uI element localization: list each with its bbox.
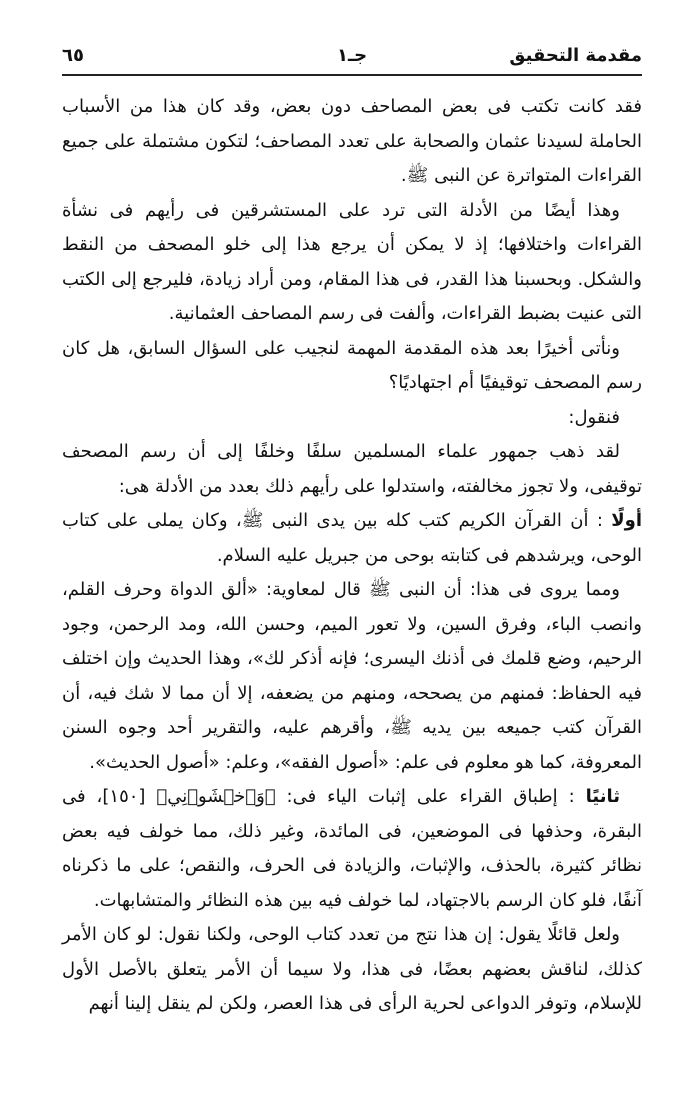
evidence-two — [62, 780, 642, 918]
paragraph: لقد ذهب جمهور علماء المسلمين سلفًا وخلفًا إلى أن رسم المصحف توقيفى، ولا تجوز مخالفته، واستدلوا على رأيهم ذلك بعدد من الأدلة هى: — [62, 441, 642, 497]
evidence-one — [62, 504, 642, 573]
paragraph: ونأتى أخيرًا بعد هذه المقدمة المهمة لنجيب على السؤال السابق، هل كان رسم المصحف توقيفيًا أم اجتهاديًا؟ — [62, 337, 642, 393]
evidence-one-label: أولًا — [611, 510, 642, 531]
book-page — [62, 42, 642, 1087]
paragraph: وهذا أيضًا من الأدلة التى ترد على المستشرقين فى رأيهم فى نشأة القراءات واختلافها؛ إذ لا يمكن أن يرجع هذا إلى خلو المصحف من النقط والشكل. وبحسبنا هذا القدر، فى هذا المقام، ومن أراد زيادة، فليرجع إلى الكتب التى عنيت بضبط القراءات، وألفت فى رسم المصاحف العثمانية. — [62, 199, 642, 324]
page-header — [62, 42, 642, 76]
paragraph: فنقول: — [568, 406, 620, 428]
evidence-two-label: ثانيًا — [585, 786, 620, 807]
paragraph-hadith: ومما يروى فى هذا: أن النبى ﷺ قال لمعاوية: «ألق الدواة وحرف القلم، وانصب الباء، وفرق السين، ولا تعور الميم، وحسن الله، ومد الرحمن، وجود الرحيم، وضع قلمك فى أذنك اليسرى؛ فإنه أذكر لك»، وهذا الحديث وإن اختلف فيه الحفاظ: فمنهم من يصححه، ومنهم من يضعفه، إلا أن مما لا شك فيه، أن القرآن كتب جميعه بين يديه ﷺ، وأقرهم عليه، والتقرير أحد وجوه السنن المعروفة، كما هو معلوم فى علم: «أصول الفقه»، وعلم: «أصول الحديث». — [62, 579, 642, 773]
paragraph-last: ولعل قائلًا يقول: إن هذا نتج من تعدد كتاب الوحى، ولكنا نقول: لو كان الأمر كذلك، لناقش بعضهم بعضًا، فى هذا، ولا سيما أن الأمر يتعلق بالأصل الأول للإسلام، وتوفر الدواعى لحرية الرأى فى هذا العصر، ولكن لم ينقل إلينا أنهم — [62, 924, 642, 1014]
paragraph: فقد كانت تكتب فى بعض المصاحف دون بعض، وقد كان هذا من الأسباب الحاملة لسيدنا عثمان والصحابة على تعدد المصاحف؛ لتكون مشتملة على جميع القراءات المتواترة عن النبى ﷺ. — [62, 96, 642, 186]
page-number: ٦٥ — [62, 45, 84, 66]
evidence-two-text: : إطباق القراء على إثبات الياء فى: ﴿وَٱخۡشَوۡنِي﴾ [١٥٠]، فى البقرة، وحذفها فى الموضعين، فى المائدة، وغير ذلك، مما خولف فيه بعض نظائر كثيرة، بالحذف، والإثبات، والزيادة فى الحرف، والنقص؛ على ما ذكرناه آنفًا، فلو كان الرسم بالاجتهاد، لما خولف فيه بين هذه النظائر والمتشابهات. — [62, 786, 642, 911]
page-body — [62, 90, 642, 1022]
evidence-one-text: : أن القرآن الكريم كتب كله بين يدى النبى ﷺ، وكان يملى على كتاب الوحى، ويرشدهم فى كتابته بوحى من جبريل عليه السلام. — [62, 510, 642, 566]
section-title: مقدمة التحقيق — [509, 45, 642, 66]
volume-label: جـ١ — [336, 45, 368, 66]
